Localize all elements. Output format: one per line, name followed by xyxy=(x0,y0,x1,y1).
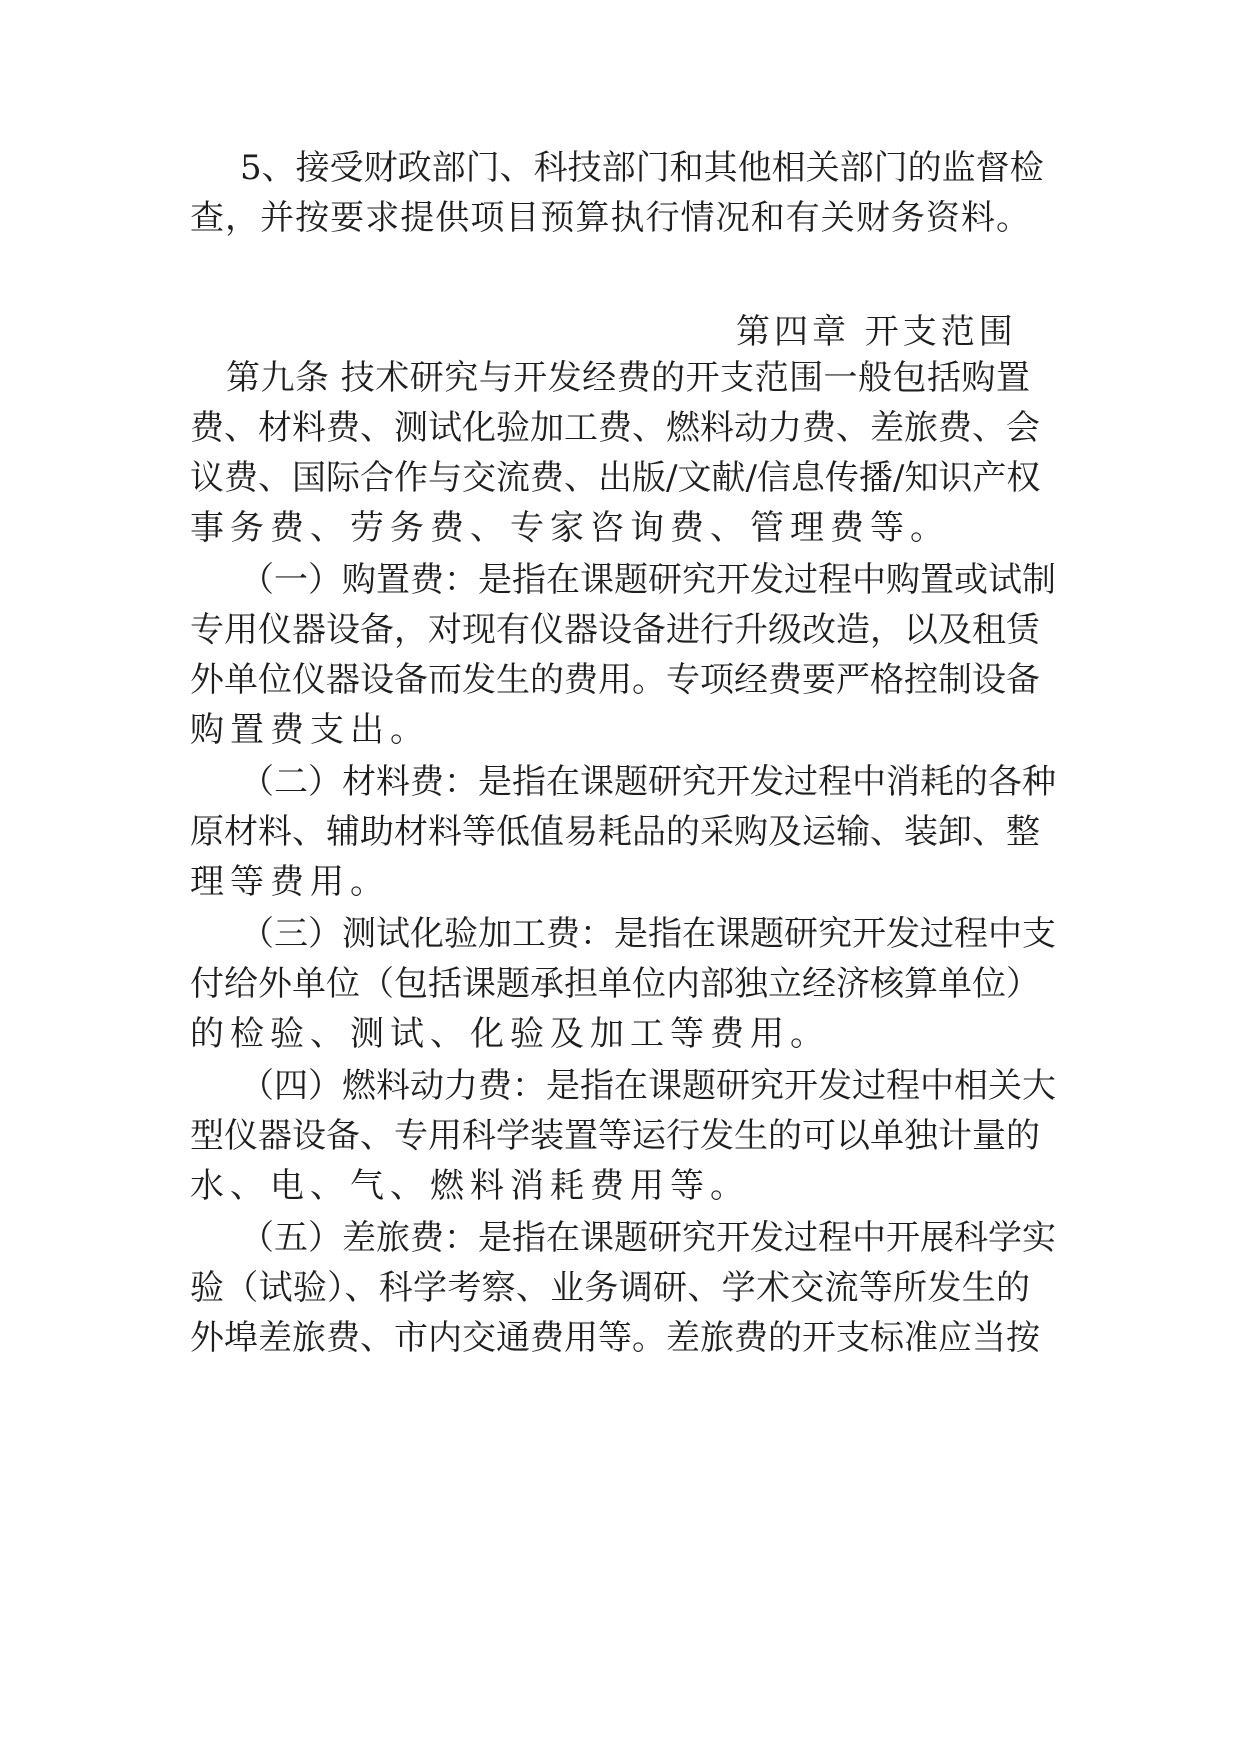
fuel-fee-line-1: （四）燃料动力费：是指在课题研究开发过程中相关大 xyxy=(240,1066,1056,1106)
paragraph-item-5-line-2: 查，并按要求提供项目预算执行情况和有关财务资料。 xyxy=(190,198,1030,238)
testing-fee-line-3: 的检验、测试、化验及加工等费用。 xyxy=(190,1014,830,1054)
article-9-line-1: 第九条 技术研究与开发经费的开支范围一般包括购置 xyxy=(226,358,1030,398)
article-9-line-4: 事务费、劳务费、专家咨询费、管理费等。 xyxy=(190,508,950,548)
chapter-heading: 第四章 开支范围 xyxy=(736,312,1017,352)
material-fee-line-1: （二）材料费：是指在课题研究开发过程中消耗的各种 xyxy=(240,762,1056,802)
travel-fee-line-2: 验（试验）、科学考察、业务调研、学术交流等所发生的 xyxy=(190,1268,1030,1308)
travel-fee-line-3: 外埠差旅费、市内交通费用等。差旅费的开支标准应当按 xyxy=(190,1318,1040,1358)
fuel-fee-line-3: 水、电、气、燃料消耗费用等。 xyxy=(190,1166,750,1206)
article-9-line-2: 费、材料费、测试化验加工费、燃料动力费、差旅费、会 xyxy=(190,408,1040,448)
testing-fee-line-2: 付给外单位（包括课题承担单位内部独立经济核算单位） xyxy=(190,964,1040,1004)
paragraph-item-5-line-1: 5、接受财政部门、科技部门和其他相关部门的监督检 xyxy=(240,148,1044,188)
article-9-line-3: 议费、国际合作与交流费、出版/文献/信息传播/知识产权 xyxy=(190,458,1041,498)
fuel-fee-line-2: 型仪器设备、专用科学装置等运行发生的可以单独计量的 xyxy=(190,1116,1040,1156)
purchase-fee-line-1: （一）购置费：是指在课题研究开发过程中购置或试制 xyxy=(240,560,1056,600)
travel-fee-line-1: （五）差旅费：是指在课题研究开发过程中开展科学实 xyxy=(240,1218,1056,1258)
material-fee-line-3: 理等费用。 xyxy=(190,862,390,902)
purchase-fee-line-2: 专用仪器设备，对现有仪器设备进行升级改造，以及租赁 xyxy=(190,610,1040,650)
material-fee-line-2: 原材料、辅助材料等低值易耗品的采购及运输、装卸、整 xyxy=(190,812,1040,852)
purchase-fee-line-4: 购置费支出。 xyxy=(190,710,430,750)
testing-fee-line-1: （三）测试化验加工费：是指在课题研究开发过程中支 xyxy=(240,914,1056,954)
purchase-fee-line-3: 外单位仪器设备而发生的费用。专项经费要严格控制设备 xyxy=(190,660,1040,700)
